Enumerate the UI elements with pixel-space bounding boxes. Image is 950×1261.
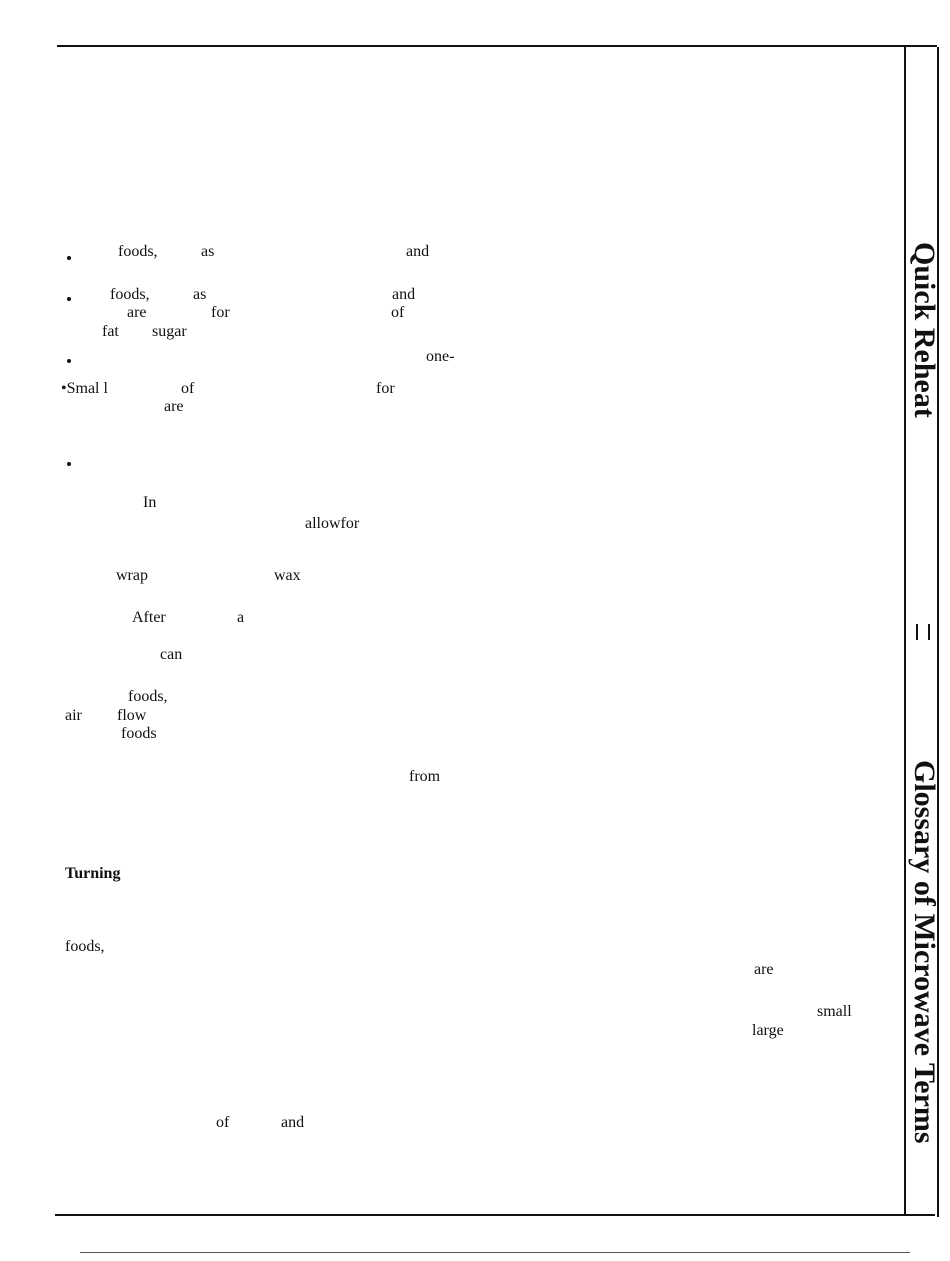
word: air bbox=[65, 707, 82, 724]
word: for bbox=[376, 380, 395, 397]
bullet-4 bbox=[67, 462, 71, 466]
word: from bbox=[409, 768, 441, 785]
word: foods, bbox=[110, 286, 150, 303]
word: of bbox=[391, 304, 405, 321]
word: After bbox=[132, 609, 166, 626]
word: a bbox=[237, 609, 245, 626]
word: one- bbox=[426, 348, 455, 365]
bullet-1 bbox=[67, 256, 71, 260]
sidebar-end-mark bbox=[912, 1214, 934, 1216]
word: foods bbox=[121, 725, 157, 742]
word: foods, bbox=[65, 938, 105, 955]
word: of bbox=[216, 1114, 230, 1131]
word: In bbox=[143, 494, 157, 511]
word: small bbox=[817, 1003, 852, 1020]
word: large bbox=[752, 1022, 784, 1039]
sidebar-divider-mark bbox=[916, 624, 918, 640]
word: are bbox=[127, 304, 147, 321]
word: of bbox=[181, 380, 195, 397]
top-rule bbox=[57, 45, 937, 47]
sidebar-title-glossary: Glossary of Microwave Terms bbox=[908, 760, 941, 1144]
bottom-rule bbox=[55, 1214, 935, 1216]
word: and bbox=[392, 286, 416, 303]
footer-rule bbox=[80, 1252, 910, 1253]
word: and bbox=[406, 243, 430, 260]
word: foods, bbox=[118, 243, 158, 260]
word: sugar bbox=[152, 323, 187, 340]
word: are bbox=[754, 961, 774, 978]
word: •Smal l bbox=[61, 380, 108, 397]
term-heading: Turning bbox=[65, 865, 121, 882]
word: for bbox=[211, 304, 230, 321]
word: allowfor bbox=[305, 515, 360, 532]
bullet-3 bbox=[67, 359, 71, 363]
word: fat bbox=[102, 323, 119, 340]
word: foods, bbox=[128, 688, 168, 705]
word: are bbox=[164, 398, 184, 415]
sidebar-left-rule bbox=[904, 47, 906, 1214]
word: as bbox=[201, 243, 215, 260]
bullet-2 bbox=[67, 297, 71, 301]
word: wrap bbox=[116, 567, 148, 584]
word: and bbox=[281, 1114, 305, 1131]
word: as bbox=[193, 286, 207, 303]
word: wax bbox=[274, 567, 301, 584]
sidebar-title-quick-reheat: Quick Reheat bbox=[908, 242, 941, 418]
sidebar-divider-mark bbox=[928, 624, 930, 640]
word: can bbox=[160, 646, 183, 663]
word: flow bbox=[117, 707, 147, 724]
